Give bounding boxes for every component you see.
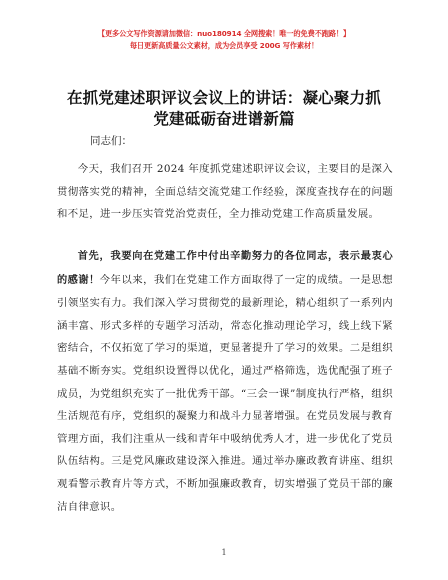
document-title-line2: 党建砥砺奋进谱新篇 bbox=[153, 110, 295, 128]
body-paragraph-1 bbox=[57, 158, 393, 226]
document-title bbox=[50, 88, 398, 130]
promo-banner bbox=[0, 28, 448, 51]
paragraph-2-rest: 今年以来，我们在党建工作方面取得了一定的成绩。一是思想引领坚实有力。我们深入学习贯彻党的最新理论，精心组织了一系列内涵丰富、形式多样的专题学习活动，常态化推动理论学习，线上线下紧密结合，不仅拓宽了学习的渠道，更显著提升了学习的效果。二是组织基础不断夯实。党组织设置得以优化，通过严格筛选，选优配强了班子成员，为党组织充实了一批优秀干部。“三会一课”制度执行严格，组织生活规范有序，党组织的凝聚力和战斗力显著增强。在党员发展与教育管理方面，我们注重从一线和青年中吸纳优秀人才，进一步优化了党员队伍结构。三是党风廉政建设深入推进。通过举办廉政教育讲座、组织观看警示教育片等方式，不断加强廉政教育，切实增强了党员干部的廉洁自律意识。 bbox=[57, 273, 393, 513]
page-number: 1 bbox=[221, 548, 227, 557]
body-paragraph-2 bbox=[57, 245, 393, 518]
paragraph-1-text: 今天，我们召开 2024 年度抓党建述职评议会议，主要目的是深入贯彻落实党的精神，全面总结交流党建工作经验，深度查找存在的问题和不足，进一步压实管党治党责任，全力推动党建工作高质量发展。 bbox=[57, 163, 393, 221]
document-title-line1: 在抓党建述职评议会议上的讲话：凝心聚力抓 bbox=[66, 89, 381, 107]
promo-banner-line2: 每日更新高质量公文素材，成为会员享受 200G 写作素材！ bbox=[129, 41, 319, 50]
salutation: 同志们： bbox=[90, 135, 132, 147]
paragraph-2-bold-lead: 首先，我要向在党建工作中付出辛勤努力的各位同志，表示最衷心的感谢！ bbox=[57, 251, 393, 286]
paragraph-2-text bbox=[57, 245, 393, 518]
promo-banner-line1: 【更多公文写作资源请加微信：nuo180914 全网搜索！唯一的免费不跑路！】 bbox=[97, 29, 351, 38]
